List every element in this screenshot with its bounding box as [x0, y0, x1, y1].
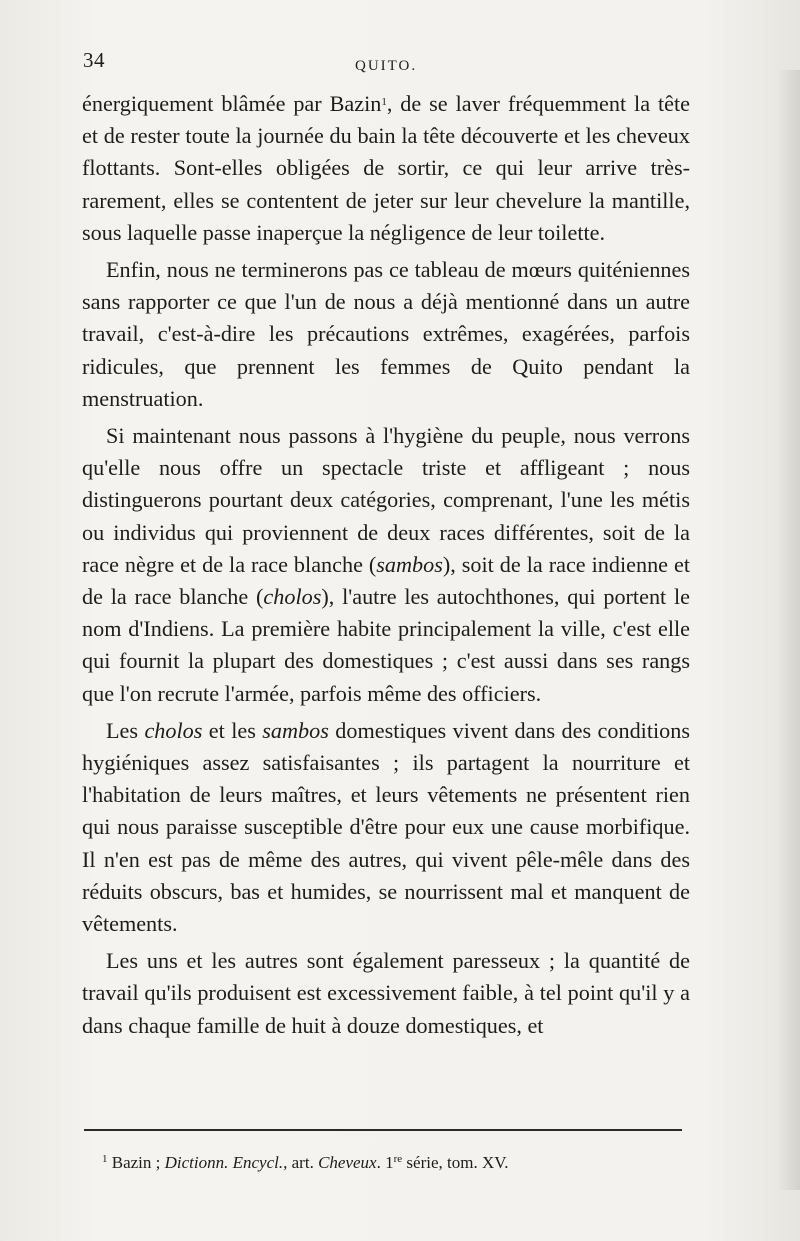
main-text [82, 88, 690, 1042]
italic-term: cholos [263, 584, 322, 610]
footnote-marker: 1 [102, 1153, 108, 1165]
bleed-through-shadow [776, 70, 800, 1190]
text-segment: ), l'autre les autochthones, qui portent le nom d'Indiens. La première habite principalement la ville, c'est elle qui fournit la plupart des domestiques ; c'est aussi dans ses rangs que l'on recrute l'armée, parfois même des officiers. [82, 584, 690, 706]
footnote-article: Cheveux [318, 1153, 377, 1172]
text-segment: ), soit de la race indienne et de la race blanche ( [82, 551, 690, 610]
text-segment: Les [106, 717, 145, 743]
page-number: 34 [83, 48, 105, 72]
footnote-series-suffix: série, tom. XV. [402, 1153, 509, 1172]
text-segment: Si maintenant nous passons à l'hygiène du peuple, nous verrons qu'elle nous offre un spectacle triste et affligeant ; nous distinguerons pourtant deux catégories, comprenant, l'une les métis ou individus qui proviennent de deux races différentes, soit de la race nègre et de la race blanche ( [82, 423, 690, 577]
italic-term: sambos [262, 717, 329, 743]
text-segment: Enfin, nous ne terminerons pas ce tableau de mœurs quiténiennes sans rapporter ce que l'un de nous a déjà mentionné dans un autre travail, c'est-à-dire les précautions extrêmes, exagérées, parfois ridicules, que prennent les femmes de Quito pendant la menstruation. [82, 257, 690, 411]
footnote-article-prefix: , art. [283, 1153, 319, 1172]
footnote-title: Dictionn. Encycl. [164, 1153, 284, 1172]
text-segment: énergiquement blâmée par Bazin [82, 91, 382, 116]
text-segment: et les [202, 717, 263, 743]
page-header [83, 48, 683, 78]
footnote-reference: 1 [381, 96, 387, 108]
footnote-series-sup: re [393, 1153, 403, 1165]
paragraph-4 [82, 715, 690, 940]
paragraph-2 [82, 254, 690, 415]
footnote-separator [84, 1129, 682, 1131]
paragraph-3 [82, 420, 690, 710]
italic-term: cholos [144, 717, 203, 743]
paragraph-1 [82, 88, 690, 249]
footnote-series-prefix: . 1 [376, 1153, 394, 1172]
footnote [102, 1152, 692, 1174]
paragraph-5 [82, 945, 690, 1042]
italic-term: sambos [376, 551, 443, 577]
text-segment: , de se laver fréquemment la tête et de rester toute la journée du bain la tête découverte et les cheveux flottants. Sont-elles obligées de sortir, ce qui leur arrive très-rarement, elles se contentent de jeter sur leur chevelure la mantille, sous laquelle passe inaperçue la négligence de leur toilette. [82, 91, 690, 245]
text-segment: domestiques vivent dans des conditions hygiéniques assez satisfaisantes ; ils partagent la nourriture et l'habitation de leurs maîtres, et leurs vêtements ne présentent rien qui nous paraisse susceptible d'être pour eux une cause morbifique. Il n'en est pas de même des autres, qui vivent pêle-mêle dans des réduits obscurs, bas et humides, se nourrissent mal et manquent de vêtements. [82, 717, 690, 937]
footnote-author: Bazin ; [111, 1153, 165, 1172]
running-title: QUITO. [355, 58, 418, 74]
text-segment: Les uns et les autres sont également paresseux ; la quantité de travail qu'ils produisent est excessivement faible, à tel point qu'il y a dans chaque famille de huit à douze domestiques, et [82, 948, 690, 1038]
